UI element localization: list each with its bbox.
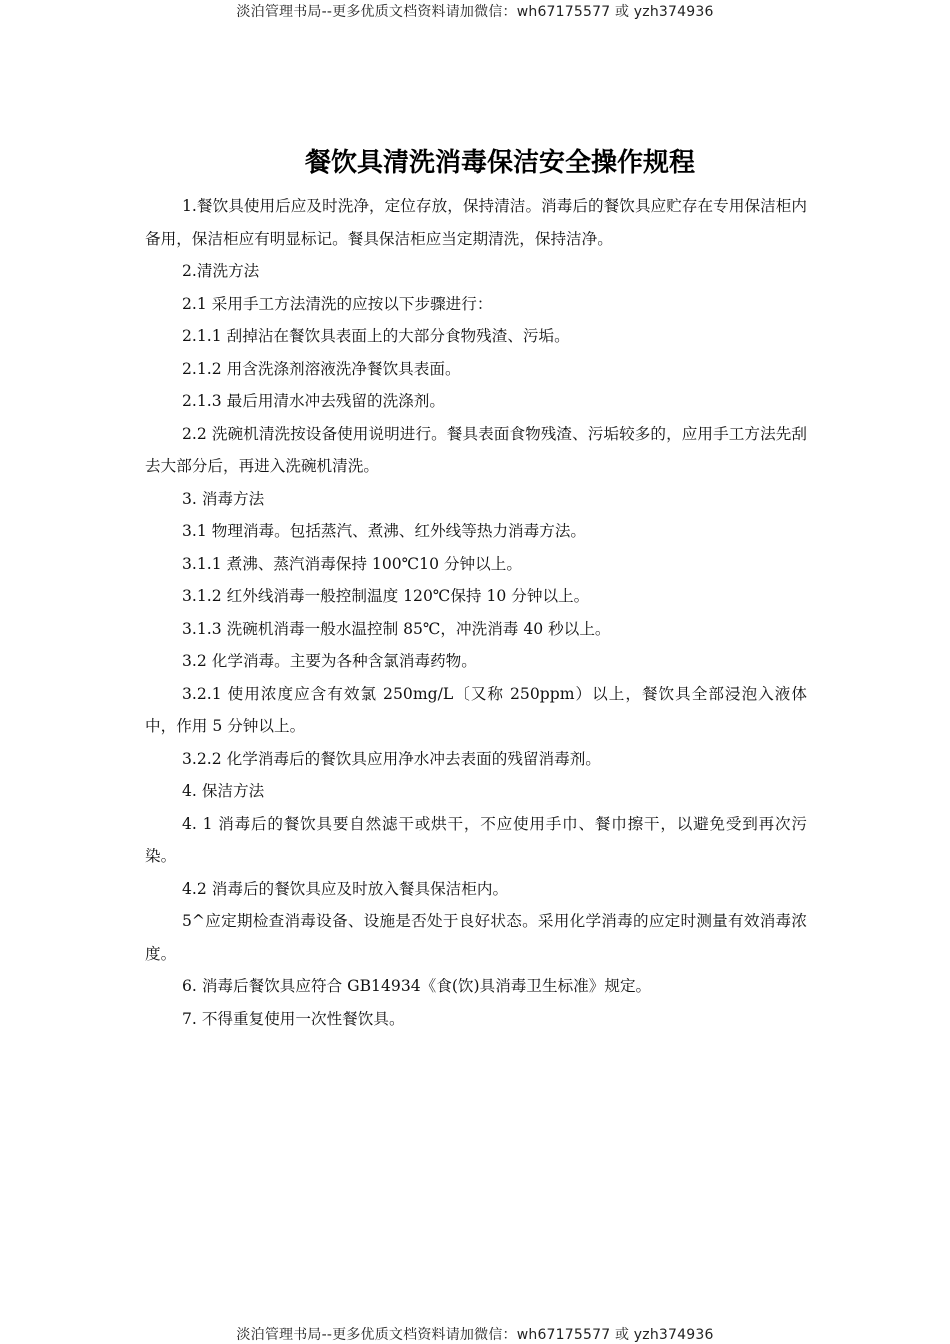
paragraph-2-1-manual: 2.1 采用手工方法清洗的应按以下步骤进行：: [182, 294, 493, 313]
paragraph-3-1-1: 3.1.1 煮沸、蒸汽消毒保持 100℃10 分钟以上。: [182, 554, 522, 573]
paragraph-2-2-dishwasher: 2.2 洗碗机清洗按设备使用说明进行。餐具表面食物残渣、污垢较多的，应用手工方法先刮去大部分后，再进入洗碗机清洗。: [145, 424, 807, 475]
paragraph-2-1-3: 2.1.3 最后用清水冲去残留的洗涤剂。: [182, 392, 445, 410]
header-note: 淡泊管理书局--更多优质文档资料请加微信：wh67175577 或 yzh374936: [236, 4, 714, 20]
paragraph-3-disinfection-heading: 3. 消毒方法: [182, 489, 265, 508]
document-body: [145, 190, 807, 1035]
paragraph-3-1-3: 3.1.3 洗碗机消毒一般水温控制 85℃，冲洗消毒 40 秒以上。: [182, 619, 611, 638]
footer-note: 淡泊管理书局--更多优质文档资料请加微信：wh67175577 或 yzh374936: [236, 1327, 714, 1343]
paragraph-2-1-1: 2.1.1 刮掉沾在餐饮具表面上的大部分食物残渣、污垢。: [182, 327, 570, 345]
paragraph-3-2-chemical: 3.2 化学消毒。主要为各种含氯消毒药物。: [182, 652, 477, 670]
paragraph-4-1: 4. 1 消毒后的餐饮具要自然滤干或烘干，不应使用手巾、餐巾擦干，以避免受到再次污染。: [145, 814, 807, 865]
paragraph-4-2: 4.2 消毒后的餐饮具应及时放入餐具保洁柜内。: [182, 879, 509, 898]
document-title: 餐饮具清洗消毒保洁安全操作规程: [304, 148, 695, 178]
paragraph-3-2-2: 3.2.2 化学消毒后的餐饮具应用净水冲去表面的残留消毒剂。: [182, 749, 601, 768]
paragraph-6-standard: 6. 消毒后餐饮具应符合 GB14934《食(饮)具消毒卫生标准》规定。: [182, 977, 652, 995]
paragraph-1-storage: 1.餐饮具使用后应及时洗净，定位存放，保持清洁。消毒后的餐饮具应贮存在专用保洁柜内备用，保洁柜应有明显标记。餐具保洁柜应当定期清洗，保持洁净。: [145, 197, 807, 248]
paragraph-3-2-1: 3.2.1 使用浓度应含有效氯 250mg/L〔又称 250ppm）以上，餐饮具全部浸泡入液体中，作用 5 分钟以上。: [145, 684, 807, 735]
paragraph-2-1-2: 2.1.2 用含洗涤剂溶液洗净餐饮具表面。: [182, 359, 461, 378]
paragraph-3-1-2: 3.1.2 红外线消毒一般控制温度 120℃保持 10 分钟以上。: [182, 587, 590, 605]
paragraph-5-inspection: 5^应定期检查消毒设备、设施是否处于良好状态。采用化学消毒的应定时测量有效消毒浓度。: [145, 912, 807, 963]
paragraph-4-storage-heading: 4. 保洁方法: [182, 782, 265, 800]
paragraph-2-cleaning-heading: 2.清洗方法: [182, 262, 260, 280]
paragraph-7-disposable: 7. 不得重复使用一次性餐饮具。: [182, 1009, 405, 1028]
paragraph-3-1-physical: 3.1 物理消毒。包括蒸汽、煮沸、红外线等热力消毒方法。: [182, 522, 587, 540]
